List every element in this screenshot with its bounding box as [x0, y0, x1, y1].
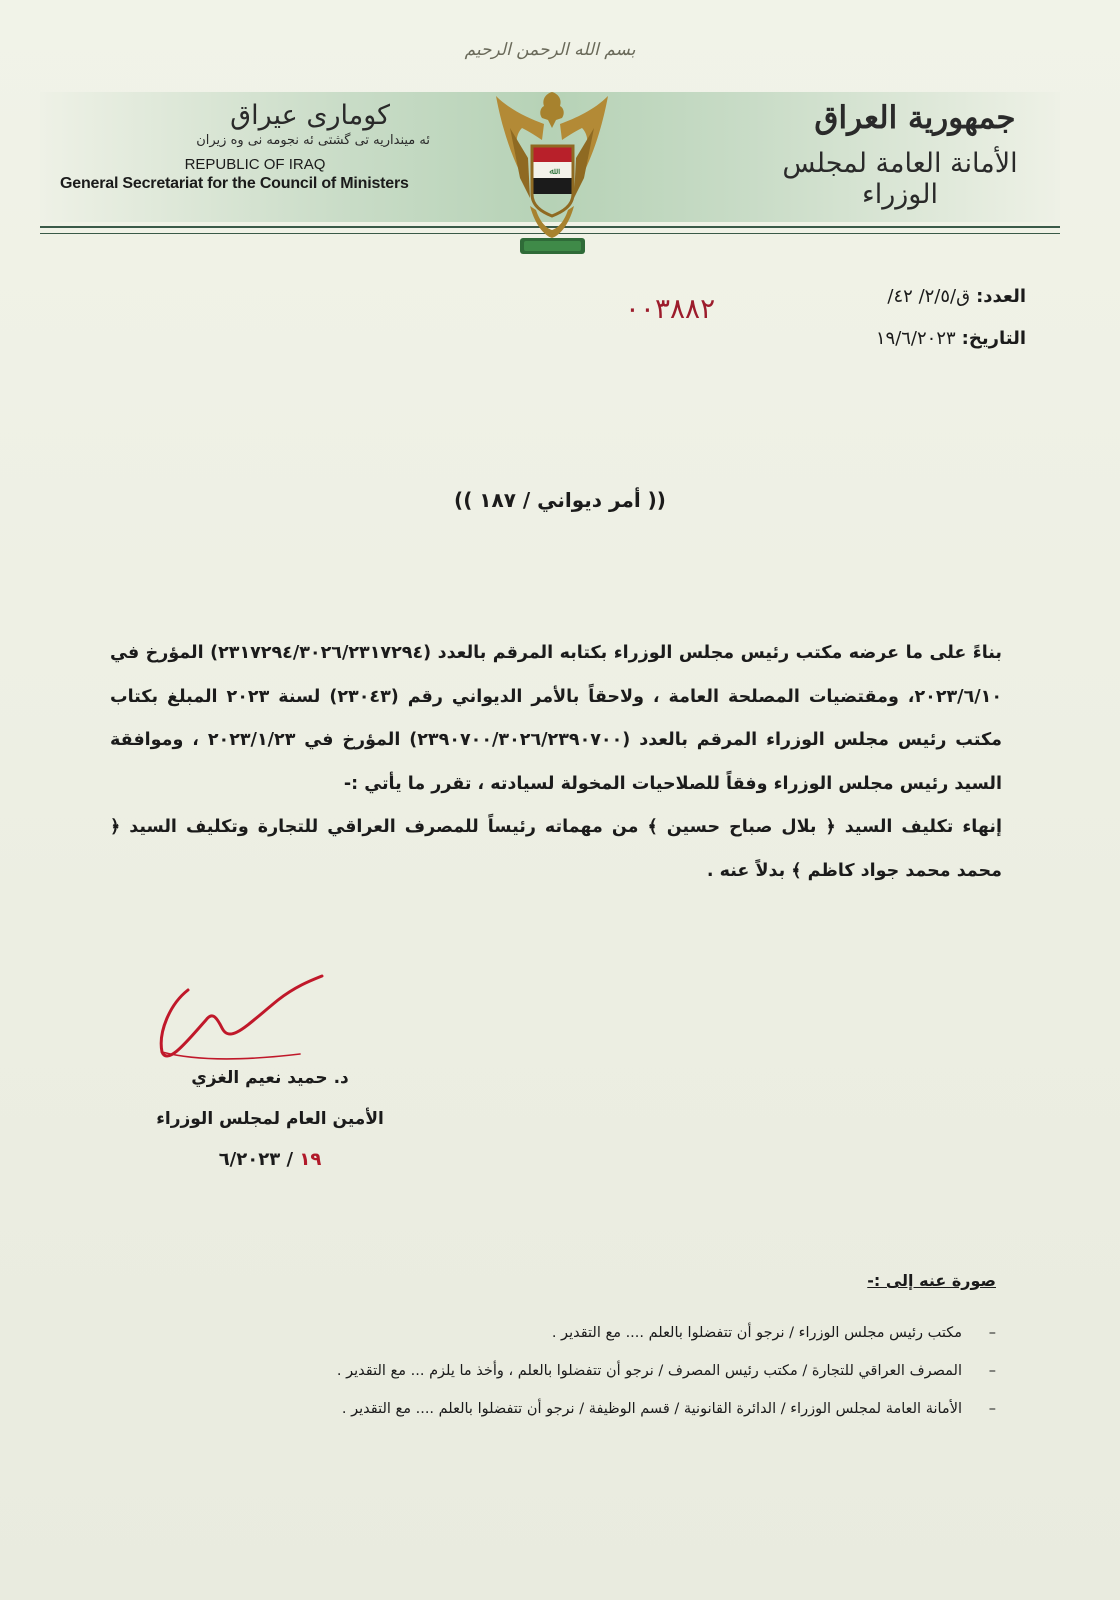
signatory-date	[140, 1140, 400, 1180]
signatory-name: د. حميد نعيم الغزي	[191, 1068, 349, 1088]
kurdish-country-title: كوماری عیراق	[230, 100, 390, 131]
order-body	[110, 632, 1002, 893]
stamped-serial-number: ٠٠٣٨٨٢	[624, 292, 716, 325]
reference-date-label: التاريخ:	[961, 328, 1026, 349]
copies-heading: صورة عنه إلى :-	[867, 1271, 996, 1290]
letterhead-left	[60, 100, 430, 193]
copies-list-item: – المصرف العراقي للتجارة / مكتب رئيس المصرف / نرجو أن تتفضلوا بالعلم ، وأخذ ما يلزم ... مع التقدير .	[190, 1352, 996, 1390]
order-paragraph: إنهاء تكليف السيد ﴿ بلال صباح حسين ﴾ من مهماته رئيساً للمصرف العراقي للتجارة وتكليف السيد ﴿ محمد محمد جواد كاظم ﴾ بدلاً عنه .	[110, 817, 1002, 881]
english-country-title: REPUBLIC OF IRAQ	[184, 156, 326, 173]
copies-list-item: – مكتب رئيس مجلس الوزراء / نرجو أن تتفضلوا بالعلم .... مع التقدير .	[190, 1314, 996, 1352]
iraq-eagle-emblem-icon	[490, 88, 615, 263]
reference-number-value: ق/٢/٥/ ٤٢/	[887, 286, 971, 307]
reference-block	[876, 276, 1026, 360]
signatory-date-day: ١٩	[299, 1149, 322, 1170]
signatory-block	[140, 1058, 400, 1180]
letterhead-right	[760, 100, 1040, 210]
basmala: بسم الله الرحمن الرحيم	[464, 40, 636, 60]
order-title: (( أمر ديواني / ١٨٧ ))	[454, 488, 666, 512]
signatory-title: الأمين العام لمجلس الوزراء	[156, 1109, 384, 1129]
reference-number-label: العدد:	[976, 286, 1026, 307]
copies-list	[190, 1314, 996, 1428]
copies-section	[190, 1268, 996, 1428]
reference-date-value: ١٩/٦/٢٠٢٣	[875, 328, 956, 349]
arabic-office-title: الأمانة العامة لمجلس الوزراء	[782, 148, 1018, 210]
order-paragraph: بناءً على ما عرضه مكتب رئيس مجلس الوزراء بكتابه المرقم بالعدد (٢٣١٧٢٩٤/٣٠٢٦/٢٣١٧٢٩٤) المؤرخ في ٢٠٢٣/٦/١٠، ومقتضيات المصلحة العامة ، ولاحقاً بالأمر الديواني رقم (٢٣٠٤٣) لسنة ٢٠٢٣ المبلغ بكتاب مكتب رئيس مجلس الوزراء المرقم بالعدد (٢٣٩٠٧٠٠/٣٠٢٦/٢٣٩٠٧٠٠) المؤرخ في ٢٠٢٣/١/٢٣ ، وموافقة السيد رئيس مجلس الوزراء وفقاً للصلاحيات المخولة لسيادته ، تقرر ما يأتي :-	[110, 643, 1003, 794]
reference-number-row	[876, 276, 1026, 318]
english-office-title: General Secretariat for the Council of Ministers	[60, 175, 409, 192]
copies-list-item: – الأمانة العامة لمجلس الوزراء / الدائرة القانونية / قسم الوظيفة / نرجو أن تتفضلوا بالعلم .... مع التقدير .	[190, 1390, 996, 1428]
svg-text:ﷲ: ﷲ	[549, 167, 555, 177]
kurdish-office-title: ئه مینداریه تی گشتی ئه نجومه نی وه زیران	[196, 133, 430, 148]
signatory-date-rest: / ٦/٢٠٢٣	[218, 1149, 294, 1170]
arabic-country-title: جمهورية العراق	[814, 100, 1016, 136]
reference-date-row	[876, 318, 1026, 360]
